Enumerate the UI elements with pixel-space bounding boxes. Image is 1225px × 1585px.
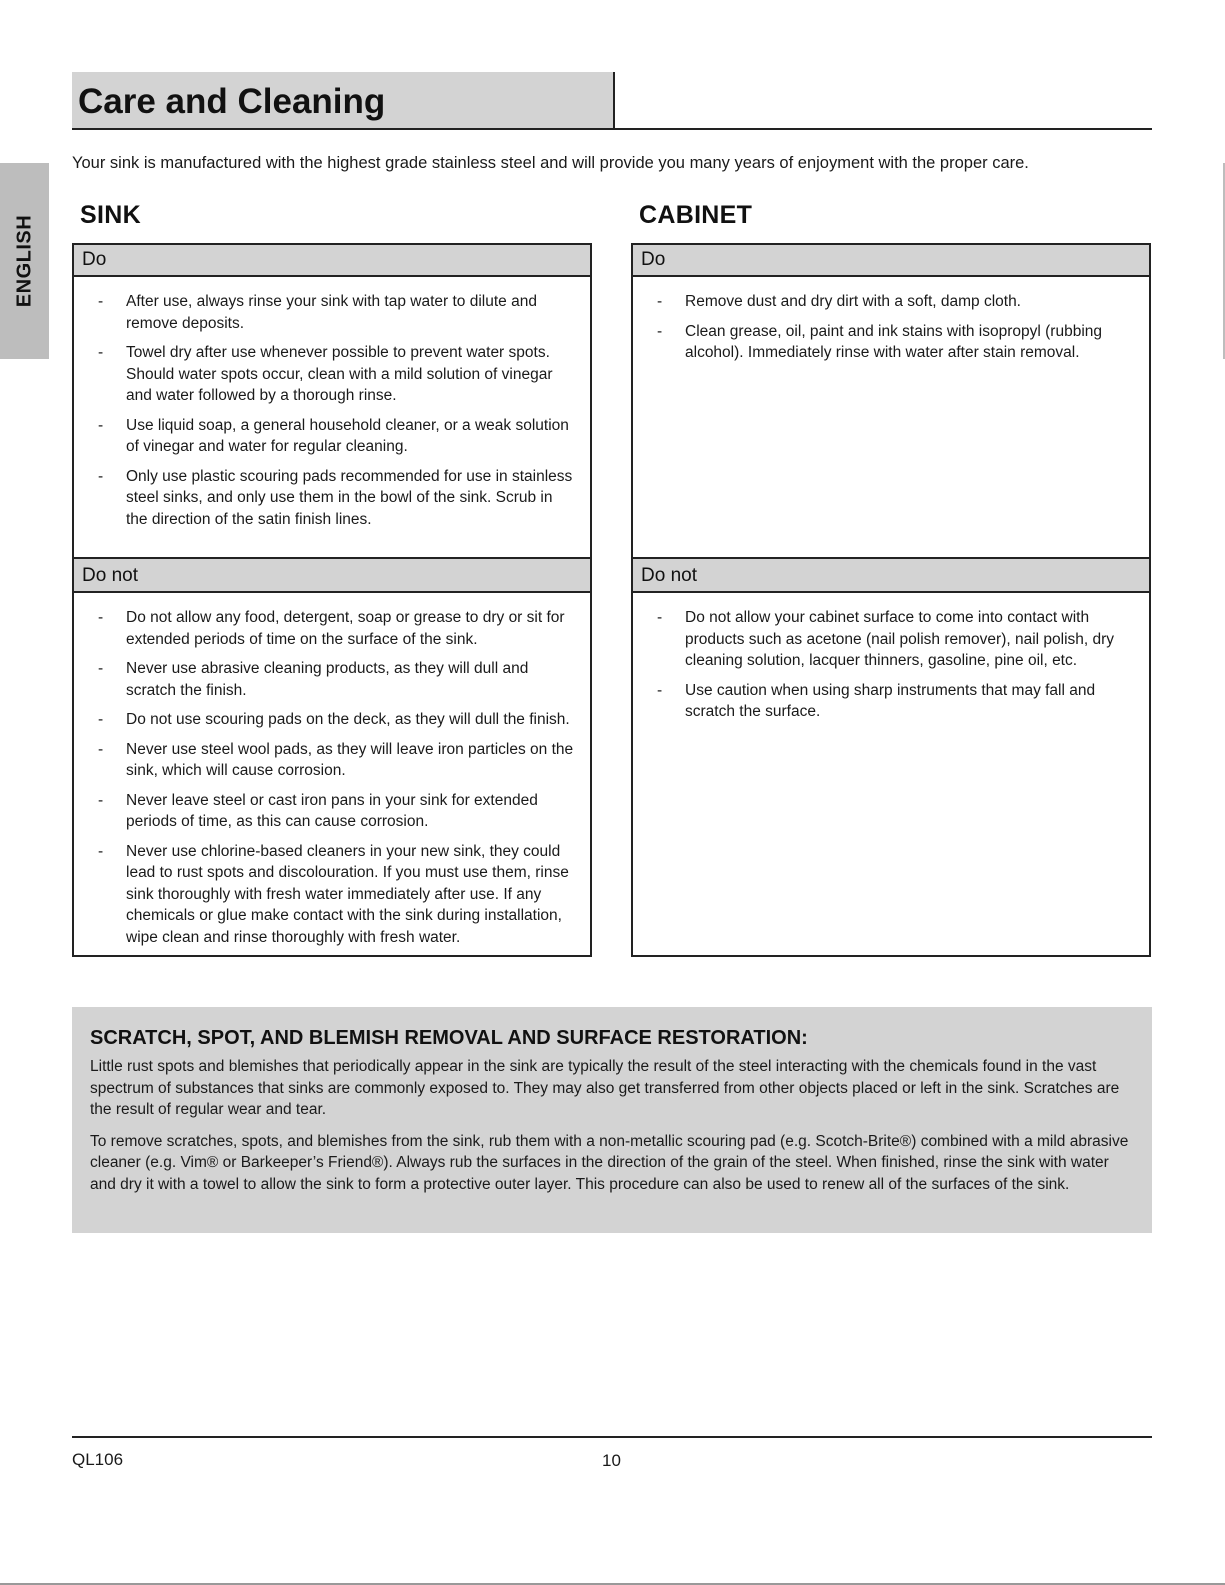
sink-do-list [94,291,574,530]
footer-divider [72,1436,1152,1438]
list-item: - Never use steel wool pads, as they will leave iron particles on the sink, which will cause corrosion. [94,739,574,782]
sink-heading: SINK [80,201,141,229]
list-item: - Never use chlorine-based cleaners in your new sink, they could lead to rust spots and discolouration. If you must use them, rinse sink thoroughly with fresh water immediately after use. If any chemicals or glue make contact with the sink during installation, wipe clean and rinse thoroughly with fresh water. [94,841,574,949]
footer-model: QL106 [72,1450,124,1469]
list-item: - Do not allow any food, detergent, soap or grease to dry or sit for extended periods of time on the surface of the sink. [94,607,574,650]
restoration-paragraph-2: To remove scratches, spots, and blemishes from the sink, rub them with a non-metallic scouring pad (e.g. Scotch-Brite®) combined with a mild abrasive cleaner (e.g. Vim® or Barkeeper’s Friend®). Always rub the surfaces in the direction of the grain of the steel. When finished, rinse the sink with water and dry it with a towel to allow the sink to form a protective outer layer. This procedure can also be used to renew all of the surfaces of the sink. [90,1132,1129,1193]
list-item: - Never leave steel or cast iron pans in your sink for extended periods of time, as this can cause corrosion. [94,790,574,833]
sink-dont-list [94,607,574,948]
cabinet-dont-section [633,593,1149,723]
list-item: - Use liquid soap, a general household cleaner, or a weak solution of vinegar and water for regular cleaning. [94,415,574,458]
sink-dont-section [74,593,590,948]
list-item: - Clean grease, oil, paint and ink stains with isopropyl (rubbing alcohol). Immediately rinse with water after stain removal. [653,321,1133,364]
sink-do-header: Do [74,245,590,277]
cabinet-dont-list [653,607,1133,723]
page-number: 10 [602,1451,621,1470]
list-item: - Do not use scouring pads on the deck, as they will dull the finish. [94,709,574,731]
list-item: - Remove dust and dry dirt with a soft, damp cloth. [653,291,1133,313]
sink-do-section [74,277,590,557]
cabinet-do-header: Do [633,245,1149,277]
restoration-heading: SCRATCH, SPOT, AND BLEMISH REMOVAL AND SURFACE RESTORATION: [90,1027,808,1049]
list-item: - Only use plastic scouring pads recommended for use in stainless steel sinks, and only use them in the bowl of the sink. Scrub in the direction of the satin finish lines. [94,466,574,531]
language-tab-label: ENGLISH [13,214,35,308]
cabinet-do-section [633,277,1149,557]
list-item: - Use caution when using sharp instruments that may fall and scratch the surface. [653,680,1133,723]
list-item: - Towel dry after use whenever possible to prevent water spots. Should water spots occur, clean with a mild solution of vinegar and water followed by a thorough rinse. [94,342,574,407]
list-item: - Do not allow your cabinet surface to come into contact with products such as acetone (nail polish remover), nail polish, dry cleaning solution, lacquer thinners, gasoline, pine oil, etc. [653,607,1133,672]
intro-text: Your sink is manufactured with the highest grade stainless steel and will provide you many years of enjoyment with the proper care. [72,154,1029,172]
sink-dont-header: Do not [74,557,590,593]
language-tab [0,163,49,359]
cabinet-do-list [653,291,1133,364]
restoration-paragraph-1: Little rust spots and blemishes that periodically appear in the sink are typically the result of the steel interacting with the chemicals found in the vast spectrum of substances that sinks are commonly exposed to. They may also get transferred from other objects placed or left in the sink. Scratches are the result of regular wear and tear. [90,1058,1120,1118]
list-item: - Never use abrasive cleaning products, as they will dull and scratch the finish. [94,658,574,701]
restoration-box [72,1007,1152,1233]
title-box [72,72,615,128]
cabinet-dont-header: Do not [633,557,1149,593]
list-item: - After use, always rinse your sink with tap water to dilute and remove deposits. [94,291,574,334]
sink-panel [72,243,592,957]
title-bar [72,72,1152,130]
cabinet-panel [631,243,1151,957]
cabinet-heading: CABINET [639,201,753,229]
page-title: Care and Cleaning [78,82,386,121]
